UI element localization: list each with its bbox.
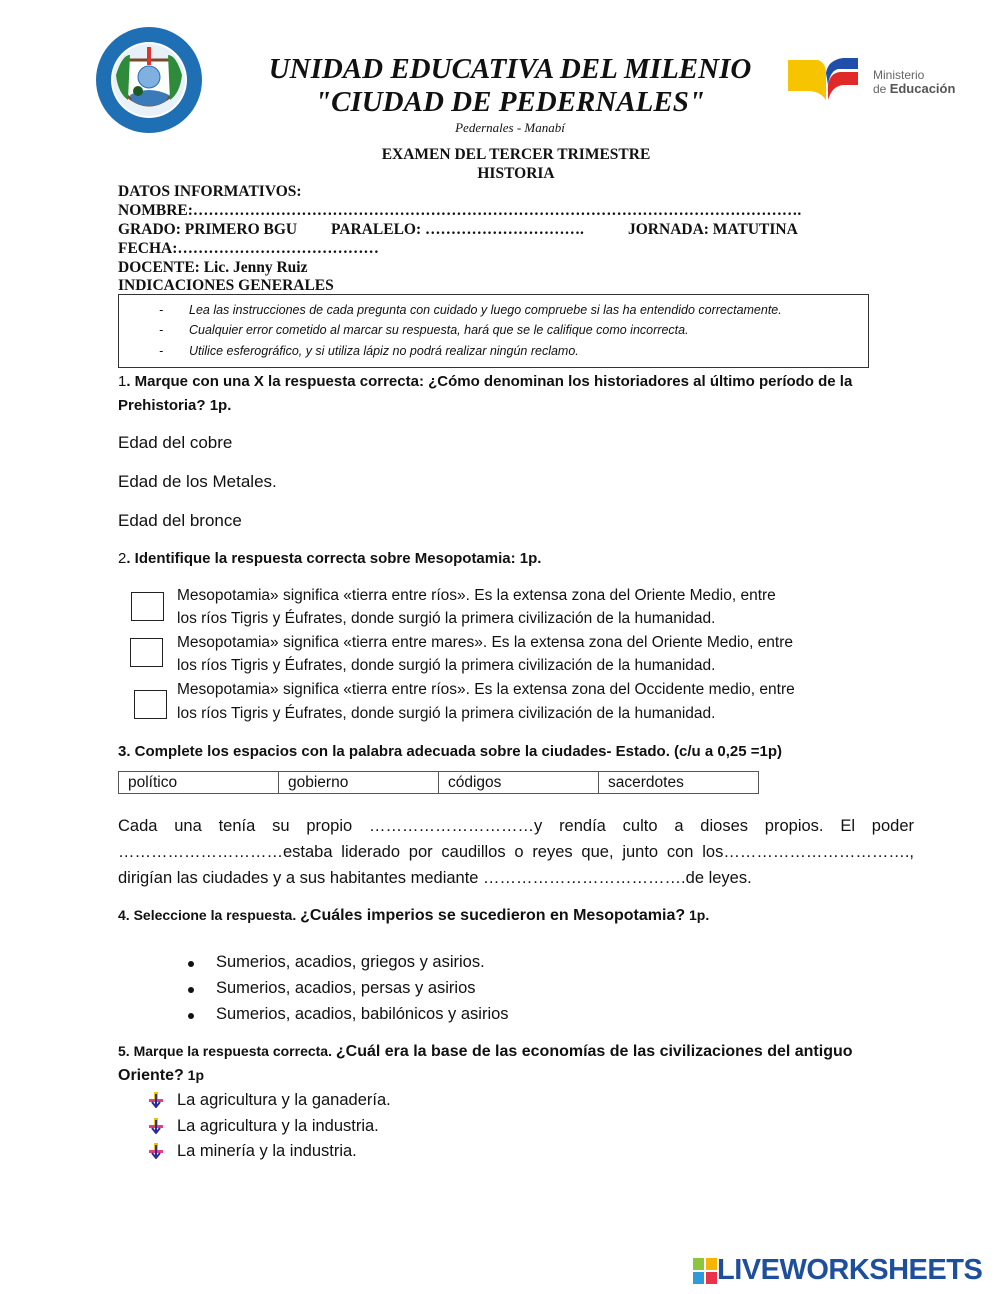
q2-option-line: los ríos Tigris y Éufrates, donde surgió la primera civilización de la humanidad. xyxy=(177,657,716,674)
question-text: . Identifique la respuesta correcta sobre Mesopotamia: 1p. xyxy=(126,550,542,567)
question-5-line2 xyxy=(118,1067,204,1085)
instruction-text: Cualquier error cometido al marcar su respuesta, hará que se le califique como incorrecta. xyxy=(189,323,689,337)
brand-text: LIVEWORKSHEETS xyxy=(717,1254,983,1286)
ministry-line1: Ministerio xyxy=(873,68,925,82)
q2-option-line: los ríos Tigris y Éufrates, donde surgió la primera civilización de la humanidad. xyxy=(177,705,716,722)
word-bank-cell[interactable]: gobierno xyxy=(279,772,439,794)
arrow-bullet-icon xyxy=(148,1118,164,1134)
question-1-line2: Prehistoria? 1p. xyxy=(118,397,232,414)
question-1 xyxy=(118,373,852,390)
arrow-bullet-icon xyxy=(148,1143,164,1159)
datos-informativos: DATOS INFORMATIVOS: xyxy=(118,183,302,200)
paralelo-field[interactable]: PARALELO: …………………………. xyxy=(331,221,584,238)
live-squares-icon xyxy=(693,1258,717,1284)
q5-option[interactable]: La agricultura y la ganadería. xyxy=(177,1091,391,1109)
school-logo xyxy=(94,25,204,135)
question-text: ¿Cuál era la base de las economías de las civilizaciones del antiguo xyxy=(335,1043,853,1060)
q4-option[interactable]: Sumerios, acadios, babilónicos y asirios xyxy=(216,1005,509,1023)
grado-label: GRADO: PRIMERO BGU xyxy=(118,221,298,238)
question-text: . Marque con una X la respuesta correcta: ¿Cómo denominan los historiadores al último período de la xyxy=(126,373,853,390)
docente-label: DOCENTE: Lic. Jenny Ruiz xyxy=(118,259,308,276)
q5-option[interactable]: La agricultura y la industria. xyxy=(177,1117,379,1135)
fill-in-paragraph[interactable]: Cada una tenía su propio …………………………y rendía culto a dioses propios. El poder …………………………estaba liderado por caudillos o reyes que, junto con los……………………………., dirigían las ciudades y a sus habitantes mediante ……………………………….de leyes. xyxy=(118,817,914,887)
q1-option[interactable]: Edad de los Metales. xyxy=(118,472,277,491)
school-title-line2: "CIUDAD DE PEDERNALES" xyxy=(315,86,705,118)
school-title-line1: UNIDAD EDUCATIVA DEL MILENIO xyxy=(268,53,752,85)
school-location: Pedernales - Manabí xyxy=(455,120,565,135)
instruction-item: - Lea las instrucciones de cada pregunta con cuidado y luego compruebe si las ha entendido correctamente. xyxy=(159,303,782,317)
word-bank-cell[interactable]: político xyxy=(119,772,279,794)
exam-title: EXAMEN DEL TERCER TRIMESTRE xyxy=(381,146,651,163)
bullet-icon xyxy=(188,961,194,967)
q2-checkbox[interactable] xyxy=(130,638,163,667)
word-bank-table xyxy=(118,771,759,794)
question-3: 3. Complete los espacios con la palabra adecuada sobre la ciudades- Estado. (c/u a 0,25 =1p) xyxy=(118,743,782,760)
q1-option[interactable]: Edad del bronce xyxy=(118,511,242,530)
instructions-box xyxy=(118,294,869,368)
question-2 xyxy=(118,550,541,567)
exam-subject: HISTORIA xyxy=(477,165,555,182)
question-4 xyxy=(118,907,709,925)
q2-option-line: los ríos Tigris y Éufrates, donde surgió la primera civilización de la humanidad. xyxy=(177,610,716,627)
indicaciones-heading: INDICACIONES GENERALES xyxy=(118,277,334,294)
q2-option-line: Mesopotamia» significa «tierra entre mares». Es la extensa zona del Oriente Medio, entre xyxy=(177,634,794,651)
question-points: 1p. xyxy=(685,907,710,923)
q4-option[interactable]: Sumerios, acadios, persas y asirios xyxy=(216,979,476,997)
question-number: 1 xyxy=(118,373,127,390)
q2-option-line: Mesopotamia» significa «tierra entre ríos». Es la extensa zona del Oriente Medio, entre xyxy=(177,587,776,604)
question-prefix: 4. Seleccione la respuesta. xyxy=(118,907,301,923)
q2-checkbox[interactable] xyxy=(134,690,167,719)
fecha-field[interactable]: FECHA:………………………………… xyxy=(118,240,379,257)
instruction-text: Utilice esferográfico, y si utiliza lápiz no podrá realizar ningún reclamo. xyxy=(189,344,579,358)
question-points: 1p xyxy=(183,1067,205,1083)
q5-option[interactable]: La minería y la industria. xyxy=(177,1142,357,1160)
instruction-item: - Utilice esferográfico, y si utiliza lápiz no podrá realizar ningún reclamo. xyxy=(159,344,579,358)
word-bank-cell[interactable]: códigos xyxy=(439,772,599,794)
question-text: ¿Cuáles imperios se sucedieron en Mesopotamia? xyxy=(300,907,686,924)
jornada-label: JORNADA: MATUTINA xyxy=(628,221,798,238)
question-text: Oriente? xyxy=(118,1067,184,1084)
instruction-item: - Cualquier error cometido al marcar su respuesta, hará que se le califique como incorrecta. xyxy=(159,323,689,337)
q1-option[interactable]: Edad del cobre xyxy=(118,433,233,452)
question-5 xyxy=(118,1043,853,1061)
instruction-text: Lea las instrucciones de cada pregunta con cuidado y luego compruebe si las ha entendido correctamente. xyxy=(189,303,782,317)
ministry-logo xyxy=(788,55,968,107)
q4-option[interactable]: Sumerios, acadios, griegos y asirios. xyxy=(216,953,485,971)
liveworksheets-logo xyxy=(693,1254,982,1284)
word-bank-cell[interactable]: sacerdotes xyxy=(599,772,759,794)
question-prefix: 5. Marque la respuesta correcta. xyxy=(118,1043,336,1059)
ministry-line2-bold: Educación xyxy=(889,81,956,96)
ministry-line2-prefix: de xyxy=(873,82,890,96)
bullet-icon xyxy=(188,1013,194,1019)
q2-option-line: Mesopotamia» significa «tierra entre ríos». Es la extensa zona del Occidente medio, entre xyxy=(177,681,795,698)
nombre-field[interactable]: NOMBRE:………………………………………………………………………………………………………. xyxy=(118,202,802,219)
q2-checkbox[interactable] xyxy=(131,592,164,621)
arrow-bullet-icon xyxy=(148,1092,164,1108)
bullet-icon xyxy=(188,987,194,993)
question-number: 2 xyxy=(118,550,127,567)
